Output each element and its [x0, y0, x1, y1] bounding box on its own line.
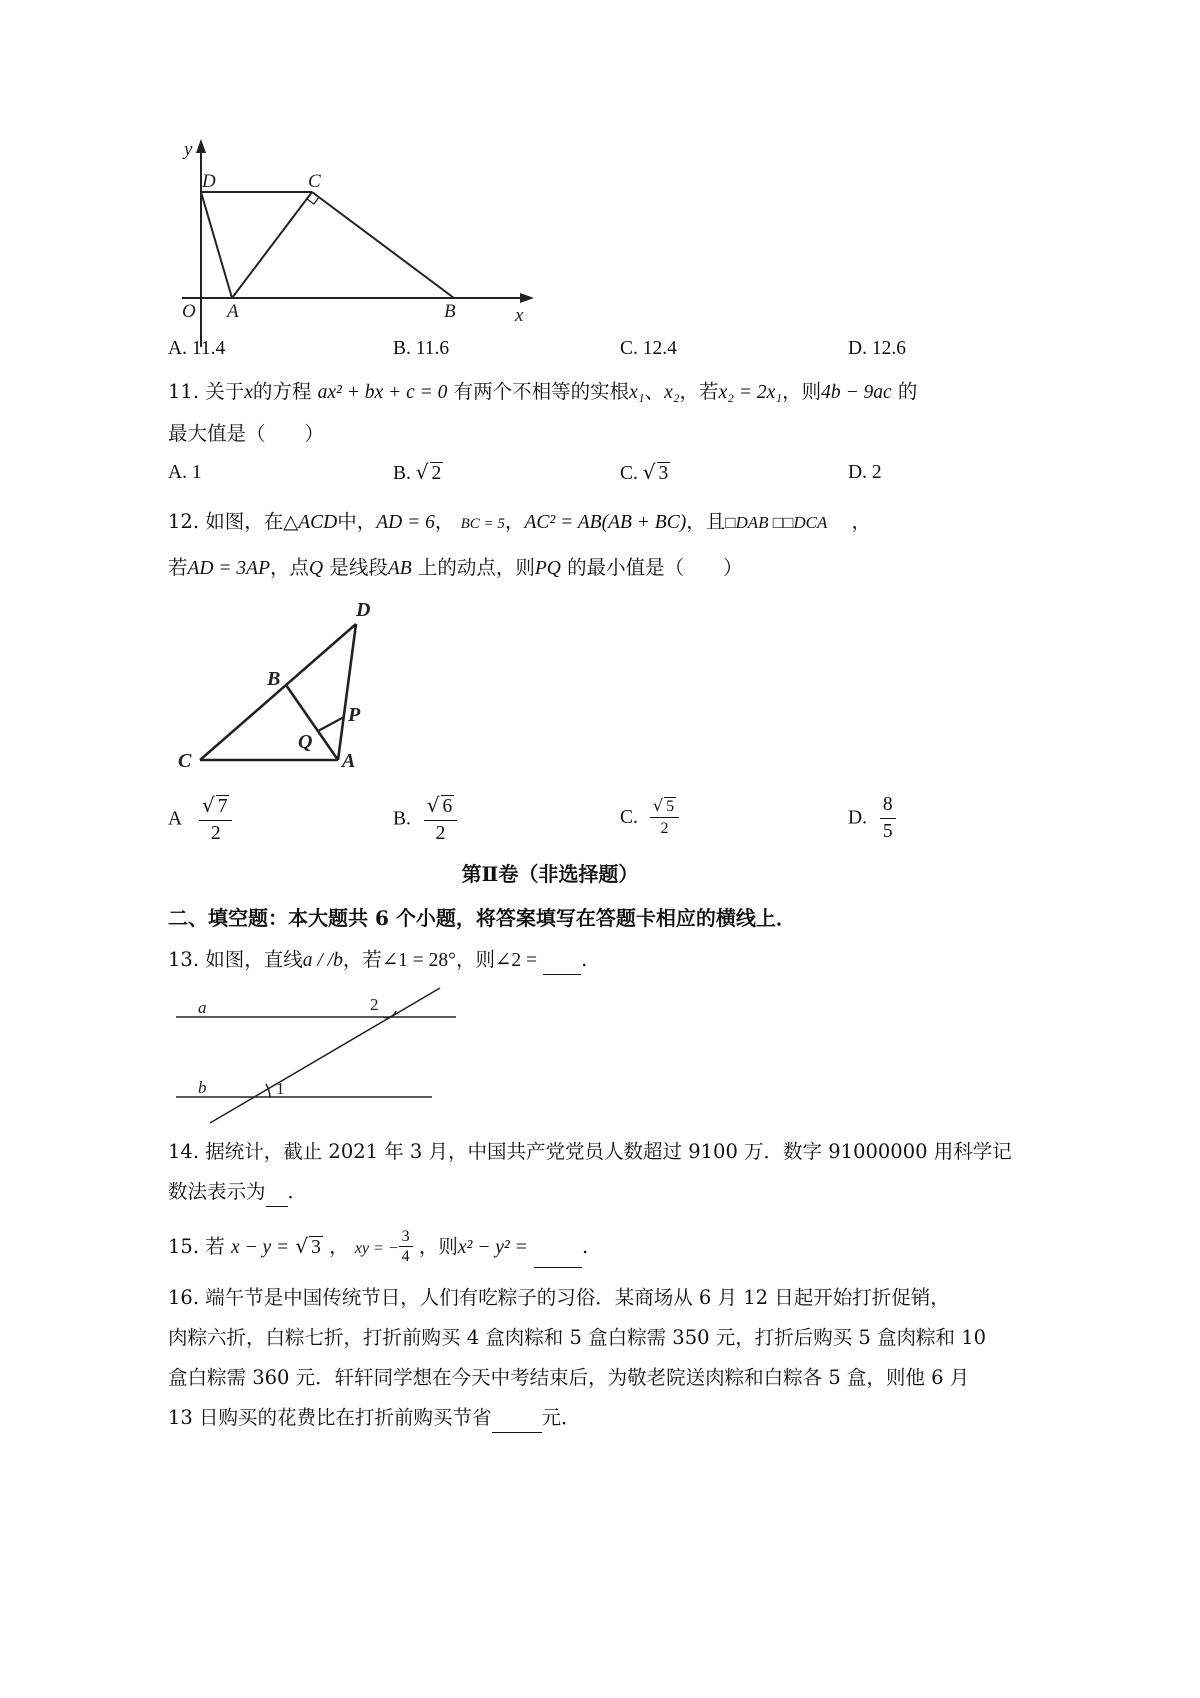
- q12-option-b[interactable]: B. $\frac{√ 6}{2}$: [393, 792, 457, 847]
- section-title: 第Ⅱ卷（非选择题）: [461, 862, 639, 886]
- label-2: 2: [370, 995, 379, 1014]
- q11-option-d[interactable]: D. 2: [848, 462, 882, 483]
- label-x: x: [515, 305, 524, 326]
- q16-line2: 肉粽六折，白粽七折，打折前购买 4 盒肉粽和 5 盒白粽需 350 元，打折后购买 5 盒肉粽和 10: [168, 1326, 987, 1349]
- label-y: y: [184, 139, 193, 160]
- q14-line2: 数法表示为 ．: [168, 1178, 307, 1207]
- q14-answer-blank[interactable]: [266, 1178, 288, 1207]
- q10-option-d[interactable]: D. 12.6: [848, 338, 906, 359]
- q11-line1: 11. 关于x的方程 ax² + bx + c = 0 有两个不相等的实根x₁、x₂，若x₂ = 2x₁，则4b − 9ac 的: [168, 380, 918, 403]
- label-a: A: [342, 750, 356, 772]
- label-b: B: [444, 301, 456, 322]
- q12-line2: 若AD = 3AP，点Q 是线段AB 上的动点，则PQ 的最小值是（ ）: [168, 556, 743, 579]
- q10-option-c[interactable]: C. 12.4: [620, 338, 677, 359]
- q11-option-a[interactable]: A. 1: [168, 462, 202, 483]
- label-a: a: [198, 998, 207, 1017]
- q16-line1: 16. 端午节是中国传统节日，人们有吃粽子的习俗．某商场从 6 月 12 日起开始打折促销，: [168, 1286, 950, 1309]
- label-p: P: [348, 704, 361, 726]
- q10-option-a[interactable]: A. 11.4: [168, 338, 226, 359]
- section-heading: 二、填空题：本大题共 6 个小题，将答案填写在答题卡相应的横线上．: [168, 906, 796, 930]
- q15-answer-blank[interactable]: [534, 1227, 582, 1268]
- label-1: 1: [276, 1079, 285, 1098]
- q12-line1: 12. 如图，在△ACD中，AD = 6， BC = 5，AC² = AB(AB + BC)，且□DAB □□DCA ，: [168, 510, 872, 533]
- label-d: D: [356, 599, 371, 621]
- q16-line4: 13 日购买的花费比在打折前购买节省 元．: [168, 1404, 581, 1433]
- figure-q10-coordinate-diagram: [170, 135, 590, 355]
- label-d: D: [202, 171, 216, 192]
- label-a: A: [227, 301, 239, 322]
- q16-line3: 盒白粽需 360 元．轩轩同学想在今天中考结束后，为敬老院送肉粽和白粽各 5 盒，则他 6 月: [168, 1366, 970, 1389]
- q14-line1: 14. 据统计，截止 2021 年 3 月，中国共产党党员人数超过 9100 万．数字 91000000 用科学记: [168, 1140, 1012, 1163]
- q13-line: 13. 如图，直线a / /b，若∠1 = 28°，则∠2 = .: [168, 946, 587, 975]
- q16-answer-blank[interactable]: [492, 1404, 542, 1433]
- label-b: B: [267, 668, 281, 690]
- q11-option-b[interactable]: B. √ 2: [393, 460, 442, 484]
- figure-q13-parallel-lines: [170, 980, 470, 1130]
- q13-answer-blank[interactable]: [543, 946, 581, 975]
- label-c: C: [178, 750, 192, 772]
- q11-option-c[interactable]: C. √ 3: [620, 460, 669, 484]
- q11-line2: 最大值是（ ）: [168, 422, 325, 445]
- label-c: C: [308, 171, 321, 192]
- label-b: b: [198, 1078, 207, 1097]
- q12-option-a[interactable]: A $\frac{√ 7}{2}$: [168, 792, 232, 847]
- q15-line: 15. 若 x − y = √ 3 ， xy = − $\frac{3}{4}$ ，则x² − y² = .: [168, 1226, 588, 1269]
- q12-option-c[interactable]: C. $\frac{√ 5}{2}$: [620, 796, 679, 840]
- label-q: Q: [298, 731, 313, 753]
- q12-option-d[interactable]: D. $\frac{8}{5}$: [848, 792, 896, 845]
- label-o: O: [182, 301, 196, 322]
- q10-option-b[interactable]: B. 11.6: [393, 338, 450, 359]
- figure-q12-triangle: [170, 595, 390, 775]
